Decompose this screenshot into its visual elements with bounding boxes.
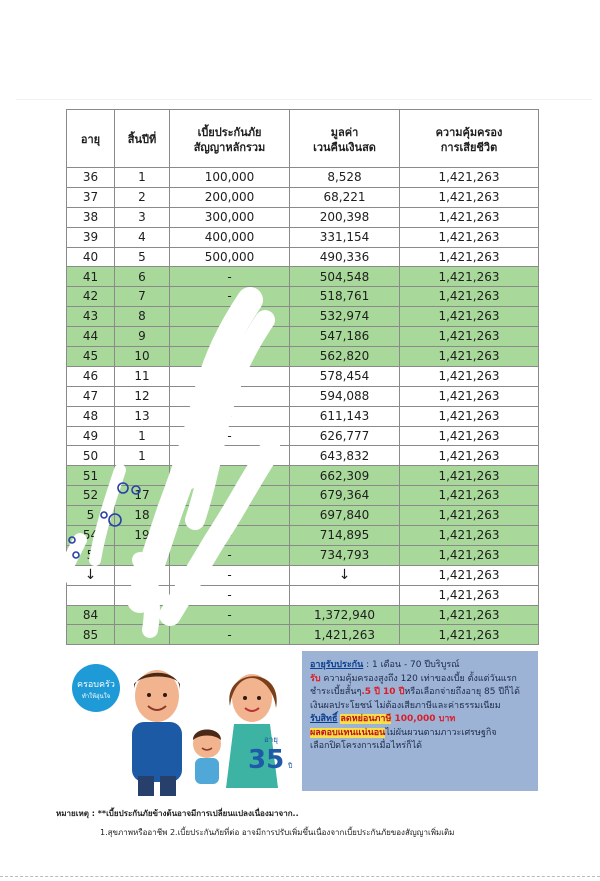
cell-cash-value: 1,372,940	[290, 605, 400, 625]
cell-age: 85	[67, 625, 115, 645]
cell-cash-value: 518,761	[290, 287, 400, 307]
cell-premium: -	[170, 526, 290, 546]
cell-cash-value: 697,840	[290, 506, 400, 526]
table-row	[67, 565, 539, 585]
cell-coverage: 1,421,263	[400, 466, 539, 486]
promo-benefit-line: เงินผลประโยชน์ ไม่ต้องเสียภาษีและค่าธรรมเนียม	[310, 700, 501, 711]
cell-year-end: 17	[115, 486, 170, 506]
cell-year-end: 4	[115, 227, 170, 247]
cell-cash-value: ↓	[290, 565, 400, 585]
promo-tax-right: รับสิทธิ์	[310, 714, 338, 724]
policy-benefit-table	[66, 109, 539, 645]
cell-premium: -	[170, 605, 290, 625]
cell-premium: -	[170, 406, 290, 426]
cell-premium: -	[170, 426, 290, 446]
cell-coverage: 1,421,263	[400, 168, 539, 188]
table-row	[67, 247, 539, 267]
cell-coverage: 1,421,263	[400, 267, 539, 287]
promo-age-title: อายุรับประกัน	[310, 660, 364, 670]
cell-year-end: 3	[115, 207, 170, 227]
cell-cash-value: 68,221	[290, 187, 400, 207]
cell-premium	[170, 327, 290, 347]
cell-cash-value: 714,895	[290, 526, 400, 546]
cell-cash-value: 532,974	[290, 307, 400, 327]
age-unit: ปี	[288, 762, 293, 770]
family-illustration	[62, 648, 298, 796]
cell-premium	[170, 506, 290, 526]
cell-cash-value: 679,364	[290, 486, 400, 506]
cell-cash-value: 547,186	[290, 327, 400, 347]
promo-return-line	[310, 727, 530, 741]
cell-year-end: 11	[115, 366, 170, 386]
cell-age: 5	[67, 506, 115, 526]
blank-header-area	[16, 8, 592, 100]
table-row	[67, 486, 539, 506]
cell-cash-value: 331,154	[290, 227, 400, 247]
cell-cash-value: 643,832	[290, 446, 400, 466]
cell-year-end: 12	[115, 386, 170, 406]
cell-premium	[170, 347, 290, 367]
cell-age: ↓	[67, 565, 115, 585]
cell-age: 41	[67, 267, 115, 287]
cell-coverage: 1,421,263	[400, 347, 539, 367]
table-row	[67, 426, 539, 446]
cell-age: 45	[67, 347, 115, 367]
header-year-end: สิ้นปีที่	[115, 110, 170, 168]
cell-cash-value: 662,309	[290, 466, 400, 486]
cell-year-end: 5	[115, 247, 170, 267]
table-row	[67, 347, 539, 367]
cell-coverage: 1,421,263	[400, 545, 539, 565]
cell-premium: 100,000	[170, 168, 290, 188]
policy-table-container	[66, 109, 538, 645]
cell-year-end: 10	[115, 347, 170, 367]
table-header-row	[67, 110, 539, 168]
cell-premium	[170, 307, 290, 327]
cell-coverage: 1,421,263	[400, 605, 539, 625]
cell-year-end: 19	[115, 526, 170, 546]
cell-year-end	[115, 585, 170, 605]
cell-coverage: 1,421,263	[400, 307, 539, 327]
cell-year-end: 2	[115, 187, 170, 207]
cell-year-end: 1	[115, 446, 170, 466]
table-row	[67, 327, 539, 347]
header-cash-value	[290, 110, 400, 168]
promo-pay-text: ชำระเบี้ยสั้นๆ	[310, 687, 362, 697]
table-row	[67, 466, 539, 486]
cell-premium	[170, 466, 290, 486]
table-row	[67, 605, 539, 625]
table-row	[67, 585, 539, 605]
promo-pay-line	[310, 686, 530, 700]
cell-age: 36	[67, 168, 115, 188]
promo-age-line	[310, 659, 530, 673]
table-row	[67, 446, 539, 466]
cell-cash-value: 578,454	[290, 366, 400, 386]
cell-cash-value: 626,777	[290, 426, 400, 446]
table-row	[67, 526, 539, 546]
remark-line-2: 1.สุขภาพหรืออาชีพ 2.เบี้ยประกันภัยที่ต่อ อาจมีการปรับเพิ่มขึ้นเนื่องจากเบี้ยประกันภัยของสัญญาเพิ่มเติม	[100, 828, 455, 837]
header-coverage	[400, 110, 539, 168]
cell-age: 54	[67, 526, 115, 546]
page-bottom-divider	[0, 876, 600, 878]
cell-cash-value: 611,143	[290, 406, 400, 426]
header-premium	[170, 110, 290, 168]
cell-age: 43	[67, 307, 115, 327]
cell-coverage: 1,421,263	[400, 625, 539, 645]
cell-year-end: 13	[115, 406, 170, 426]
cell-cash-value: 8,528	[290, 168, 400, 188]
promo-pay-rest: หรือเลือกจ่ายถึงอายุ 85 ปีก็ได้	[404, 687, 520, 697]
cell-age: 49	[67, 426, 115, 446]
cell-coverage: 1,421,263	[400, 486, 539, 506]
cell-age: 39	[67, 227, 115, 247]
promo-coverage-line	[310, 673, 530, 687]
cell-coverage: 1,421,263	[400, 207, 539, 227]
cell-coverage: 1,421,263	[400, 565, 539, 585]
cell-premium: 300,000	[170, 207, 290, 227]
cell-coverage: 1,421,263	[400, 506, 539, 526]
cell-cash-value: 562,820	[290, 347, 400, 367]
remarks	[56, 804, 576, 842]
family-badge-text-1: ครอบครัว	[77, 680, 115, 690]
cell-premium: 400,000	[170, 227, 290, 247]
cell-premium: -	[170, 545, 290, 565]
promo-receive: รับ	[310, 673, 321, 684]
cell-age: 51	[67, 466, 115, 486]
cell-year-end: 7	[115, 287, 170, 307]
promo-return-rest: ไม่ผันผวนตามภาวะเศรษฐกิจ	[385, 727, 497, 738]
cell-age	[67, 585, 115, 605]
header-premium-line1: เบี้ยประกันภัย	[197, 125, 262, 139]
remark-line-1: หมายเหตุ : **เบี้ยประกันภัยข้างต้นอาจมีการเปลี่ยนแปลงเนื่องมาจาก..	[56, 809, 299, 818]
cell-year-end	[115, 605, 170, 625]
cell-cash-value: 734,793	[290, 545, 400, 565]
cell-age: 40	[67, 247, 115, 267]
cell-premium: -	[170, 386, 290, 406]
cell-coverage: 1,421,263	[400, 585, 539, 605]
cell-cash-value: 200,398	[290, 207, 400, 227]
cell-premium: -	[170, 585, 290, 605]
cell-coverage: 1,421,263	[400, 227, 539, 247]
header-cash-line1: มูลค่า	[330, 125, 359, 139]
cell-premium	[170, 446, 290, 466]
cell-coverage: 1,421,263	[400, 187, 539, 207]
promo-tax-highlight: ลดหย่อนภาษี	[340, 714, 392, 724]
cell-year-end	[115, 625, 170, 645]
table-body	[67, 168, 539, 645]
age-label: อายุ	[264, 735, 278, 744]
table-row	[67, 506, 539, 526]
cell-premium: 500,000	[170, 247, 290, 267]
cell-coverage: 1,421,263	[400, 287, 539, 307]
header-age: อายุ	[67, 110, 115, 168]
header-coverage-line1: ความคุ้มครอง	[435, 125, 503, 139]
cell-premium: -	[170, 565, 290, 585]
promo-cancel-line: เลือกปิดโครงการเมื่อไหร่ก็ได้	[310, 741, 422, 751]
cell-age: 50	[67, 446, 115, 466]
header-cash-line2: เวนคืนเงินสด	[313, 140, 376, 154]
promo-pay-highlight: .5 ปี 10 ปี	[361, 687, 405, 697]
table-row	[67, 406, 539, 426]
cell-premium: -	[170, 625, 290, 645]
table-row	[67, 307, 539, 327]
cell-premium: -	[170, 267, 290, 287]
cell-premium	[170, 486, 290, 506]
table-row	[67, 366, 539, 386]
cell-age: 42	[67, 287, 115, 307]
cell-coverage: 1,421,263	[400, 526, 539, 546]
cell-age: 52	[67, 486, 115, 506]
cell-year-end: 9	[115, 327, 170, 347]
cell-coverage: 1,421,263	[400, 327, 539, 347]
cell-year-end	[115, 466, 170, 486]
cell-cash-value: 1,421,263	[290, 625, 400, 645]
cell-premium	[170, 366, 290, 386]
cell-year-end: 1	[115, 426, 170, 446]
cell-age: 44	[67, 327, 115, 347]
promo-coverage-text: ความคุ้มครองสูงถึง 120 เท่าของเบี้ย ตั้งแต่วันแรก	[320, 673, 517, 684]
table-row	[67, 625, 539, 645]
family-badge-text-2: ทำให้อุ่นใจ	[81, 693, 111, 700]
cell-cash-value: 504,548	[290, 267, 400, 287]
cell-coverage: 1,421,263	[400, 406, 539, 426]
cell-premium: 200,000	[170, 187, 290, 207]
cell-age: 37	[67, 187, 115, 207]
cell-coverage: 1,421,263	[400, 247, 539, 267]
cell-coverage: 1,421,263	[400, 446, 539, 466]
promo-tax-amount: 100,000 บาท	[391, 714, 456, 724]
promo-age-range: : 1 เดือน - 70 ปีบริบูรณ์	[363, 660, 460, 670]
cell-age: 48	[67, 406, 115, 426]
table-row	[67, 267, 539, 287]
table-row	[67, 287, 539, 307]
table-row	[67, 168, 539, 188]
table-row	[67, 187, 539, 207]
cell-year-end: 1	[115, 168, 170, 188]
table-row	[67, 545, 539, 565]
promo-info-box	[302, 651, 538, 791]
promo-return-highlight: ผลตอบแทนแน่นอน	[310, 727, 386, 738]
cell-cash-value: 594,088	[290, 386, 400, 406]
cell-year-end: 18	[115, 506, 170, 526]
cell-coverage: 1,421,263	[400, 426, 539, 446]
header-premium-line2: สัญญาหลักรวม	[193, 140, 266, 154]
table-row	[67, 227, 539, 247]
cell-age: 47	[67, 386, 115, 406]
header-coverage-line2: การเสียชีวิต	[440, 140, 498, 154]
cell-cash-value: 490,336	[290, 247, 400, 267]
cell-age: 46	[67, 366, 115, 386]
cell-age: 38	[67, 207, 115, 227]
table-row	[67, 386, 539, 406]
cell-year-end: 8	[115, 307, 170, 327]
cell-coverage: 1,421,263	[400, 366, 539, 386]
cell-coverage: 1,421,263	[400, 386, 539, 406]
cell-year-end	[115, 565, 170, 585]
cell-age: 5	[67, 545, 115, 565]
table-row	[67, 207, 539, 227]
promo-tax-line	[310, 713, 530, 727]
cell-year-end	[115, 545, 170, 565]
age-value: 35	[248, 745, 285, 775]
cell-age: 84	[67, 605, 115, 625]
cell-year-end: 6	[115, 267, 170, 287]
promo-banner	[62, 648, 540, 796]
cell-cash-value	[290, 585, 400, 605]
cell-premium: -	[170, 287, 290, 307]
